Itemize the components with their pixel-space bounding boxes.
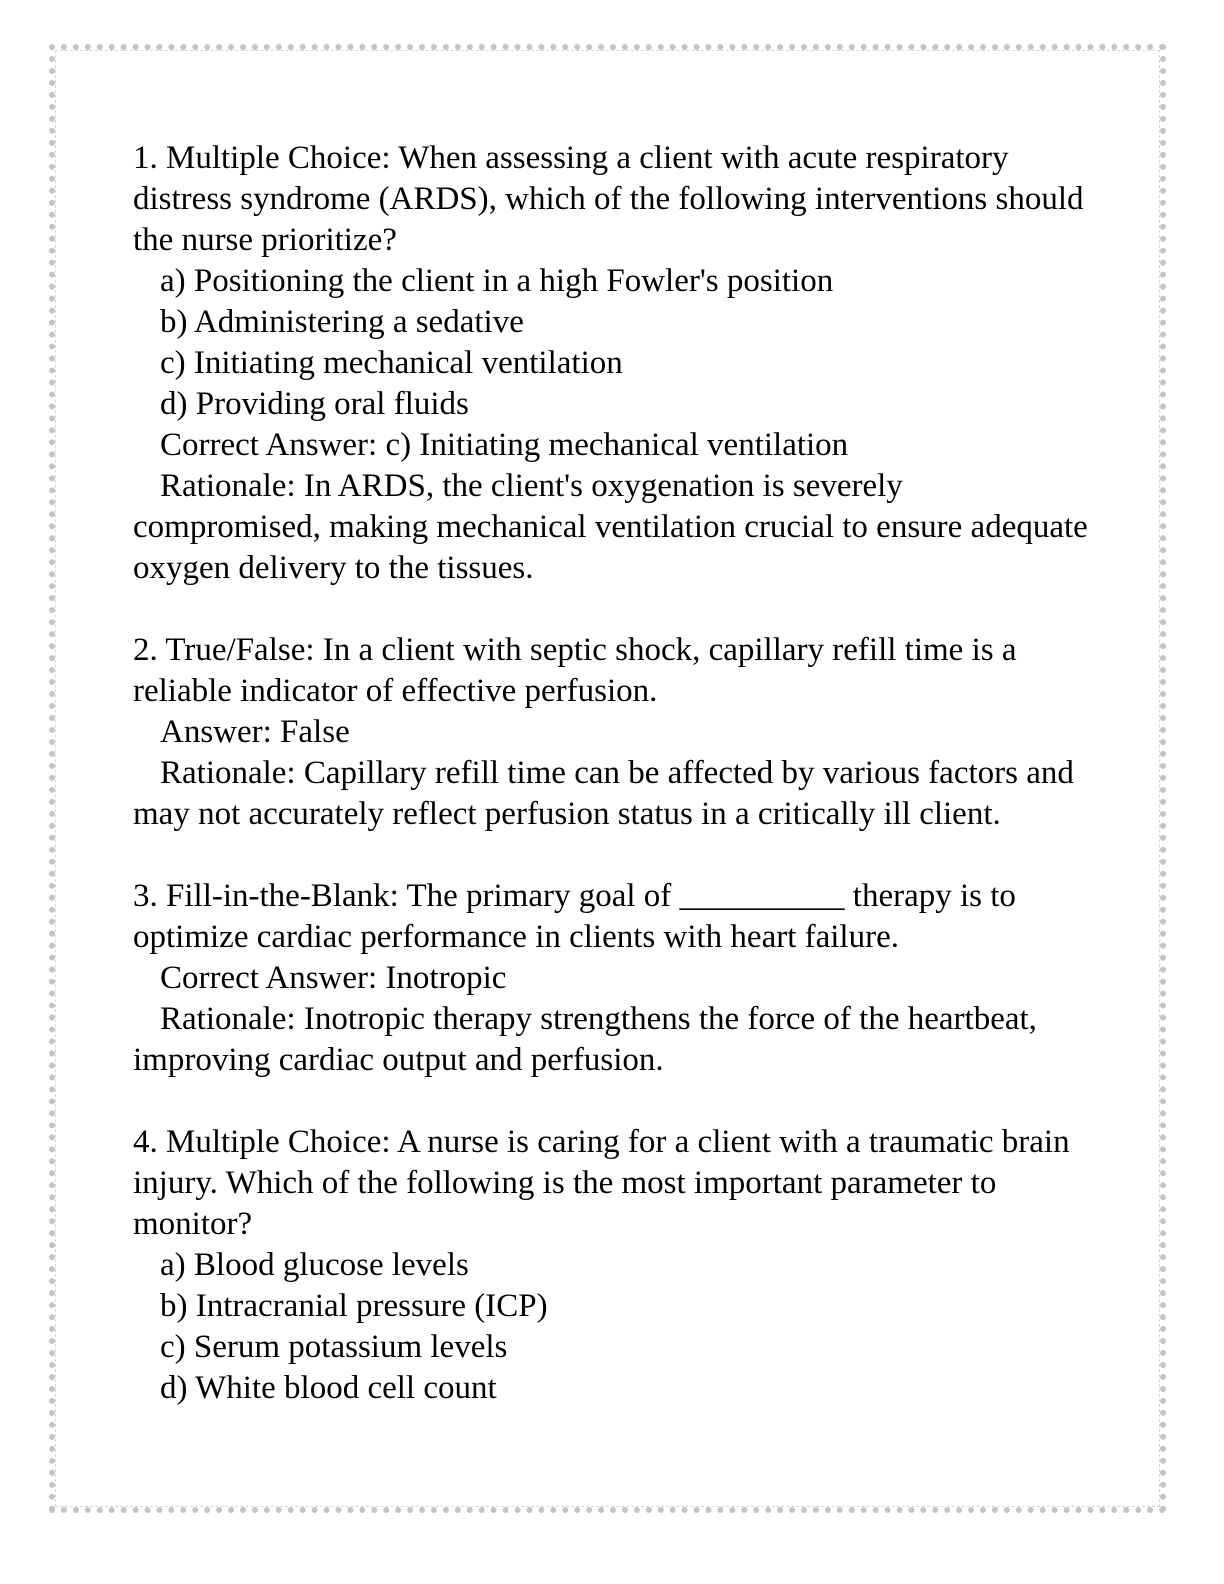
answer-option: a) Blood glucose levels [160, 1247, 469, 1283]
rationale: Rationale: Capillary refill time can be affected by various factors and may not accurately reflect perfusion status in a critically ill client. [133, 755, 1083, 832]
question-1 [133, 138, 1097, 589]
question-stem: 3. Fill-in-the-Blank: The primary goal of __________ therapy is to optimize cardiac performance in clients with heart failure. [133, 878, 1025, 955]
question-list [133, 138, 1097, 1450]
correct-answer: Correct Answer: c) Initiating mechanical ventilation [160, 427, 849, 463]
answer-option: d) Providing oral fluids [160, 386, 469, 422]
question-stem: 4. Multiple Choice: A nurse is caring for a client with a traumatic brain injury. Which of the following is the most important parameter to monitor? [133, 1124, 1078, 1242]
question-4 [133, 1122, 1093, 1409]
answer-option: c) Initiating mechanical ventilation [160, 345, 623, 381]
answer-option: d) White blood cell count [160, 1370, 497, 1406]
question-stem: 1. Multiple Choice: When assessing a client with acute respiratory distress syndrome (ARDS), which of the following interventions should the nurse prioritize? [133, 140, 1092, 258]
answer-option: a) Positioning the client in a high Fowler's position [160, 263, 834, 299]
rationale: Rationale: In ARDS, the client's oxygenation is severely compromised, making mechanical ventilation crucial to ensure adequate oxygen delivery to the tissues. [133, 468, 1097, 586]
correct-answer: Correct Answer: Inotropic [160, 960, 507, 996]
rationale: Rationale: Inotropic therapy strengthens the force of the heartbeat, improving cardiac output and perfusion. [133, 1001, 1046, 1078]
question-2 [133, 630, 1093, 835]
answer-option: b) Administering a sedative [160, 304, 524, 340]
correct-answer: Answer: False [160, 714, 350, 750]
answer-option: c) Serum potassium levels [160, 1329, 508, 1365]
question-stem: 2. True/False: In a client with septic shock, capillary refill time is a reliable indicator of effective perfusion. [133, 632, 1025, 709]
question-3 [133, 876, 1093, 1081]
answer-option: b) Intracranial pressure (ICP) [160, 1288, 548, 1324]
